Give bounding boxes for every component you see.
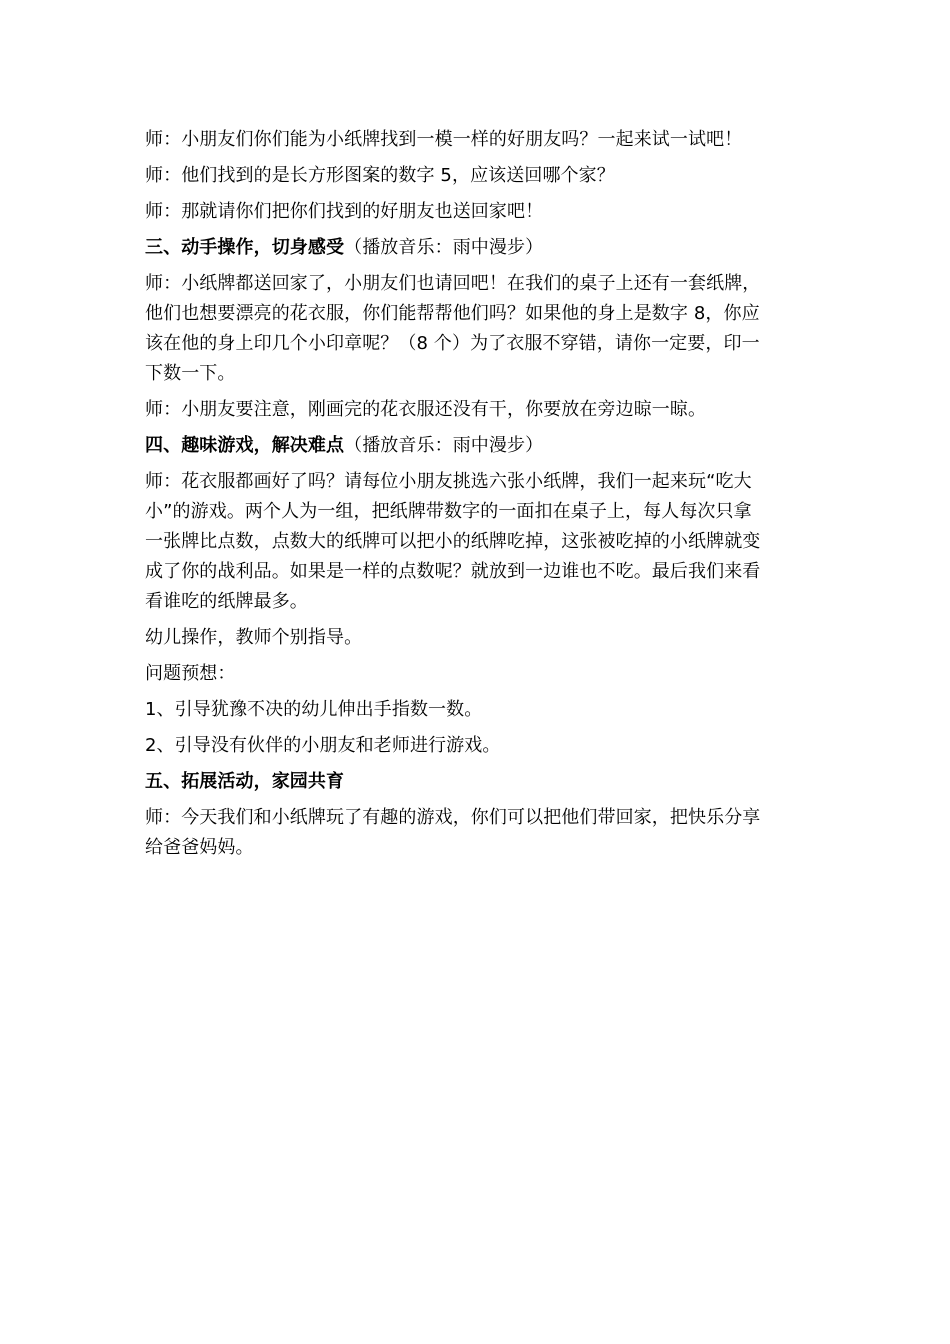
paragraph-line: 师：今天我们和小纸牌玩了有趣的游戏，你们可以把他们带回家，把快乐分享 [145,807,761,828]
section-4-note: （播放音乐：雨中漫步） [344,435,544,456]
section-4-paragraph-3: 问题预想： [145,663,236,684]
paragraph-line: 该在他的身上印几个小印章呢？（8 个）为了衣服不穿错，请你一定要，印一 [145,333,760,354]
section-5-title: 五、拓展活动，家园共育 [145,771,345,792]
section-5-paragraph-1 [145,803,810,863]
section-3-paragraph-2: 师：小朋友要注意，刚画完的花衣服还没有干，你要放在旁边晾一晾。 [145,399,707,420]
section-5-heading [145,767,810,797]
section-4-heading [145,431,810,461]
paragraph-line: 一张牌比点数，点数大的纸牌可以把小的纸牌吃掉，这张被吃掉的小纸牌就变 [145,531,761,552]
section-4-paragraph-2: 幼儿操作，教师个别指导。 [145,627,363,648]
document-page [145,125,810,869]
teacher-line-1: 师：小朋友们你们能为小纸牌找到一模一样的好朋友吗？一起来试一试吧！ [145,129,743,150]
teacher-line-3: 师：那就请你们把你们找到的好朋友也送回家吧！ [145,201,544,222]
section-4-list-item-1: 1、引导犹豫不决的幼儿伸出手指数一数。 [145,699,483,720]
section-3-note: （播放音乐：雨中漫步） [344,237,544,258]
paragraph-line: 师：小纸牌都送回家了，小朋友们也请回吧！在我们的桌子上还有一套纸牌， [145,273,761,294]
paragraph-line: 他们也想要漂亮的花衣服，你们能帮帮他们吗？如果他的身上是数字 8，你应 [145,303,760,324]
paragraph-line: 下数一下。 [145,363,236,384]
paragraph-line: 看谁吃的纸牌最多。 [145,591,308,612]
section-4-paragraph-1 [145,467,810,617]
paragraph-line: 成了你的战利品。如果是一样的点数呢？就放到一边谁也不吃。最后我们来看 [145,561,761,582]
section-3-heading [145,233,810,263]
section-3-title: 三、动手操作，切身感受 [145,237,345,258]
section-4-title: 四、趣味游戏，解决难点 [145,435,345,456]
paragraph-line: 师：花衣服都画好了吗？请每位小朋友挑选六张小纸牌，我们一起来玩“吃大 [145,471,752,492]
section-3-paragraph-1 [145,269,810,389]
paragraph-line: 小”的游戏。两个人为一组，把纸牌带数字的一面扣在桌子上，每人每次只拿 [145,501,752,522]
section-4-list-item-2: 2、引导没有伙伴的小朋友和老师进行游戏。 [145,735,501,756]
teacher-line-2: 师：他们找到的是长方形图案的数字 5，应该送回哪个家？ [145,165,615,186]
paragraph-line: 给爸爸妈妈。 [145,837,254,858]
